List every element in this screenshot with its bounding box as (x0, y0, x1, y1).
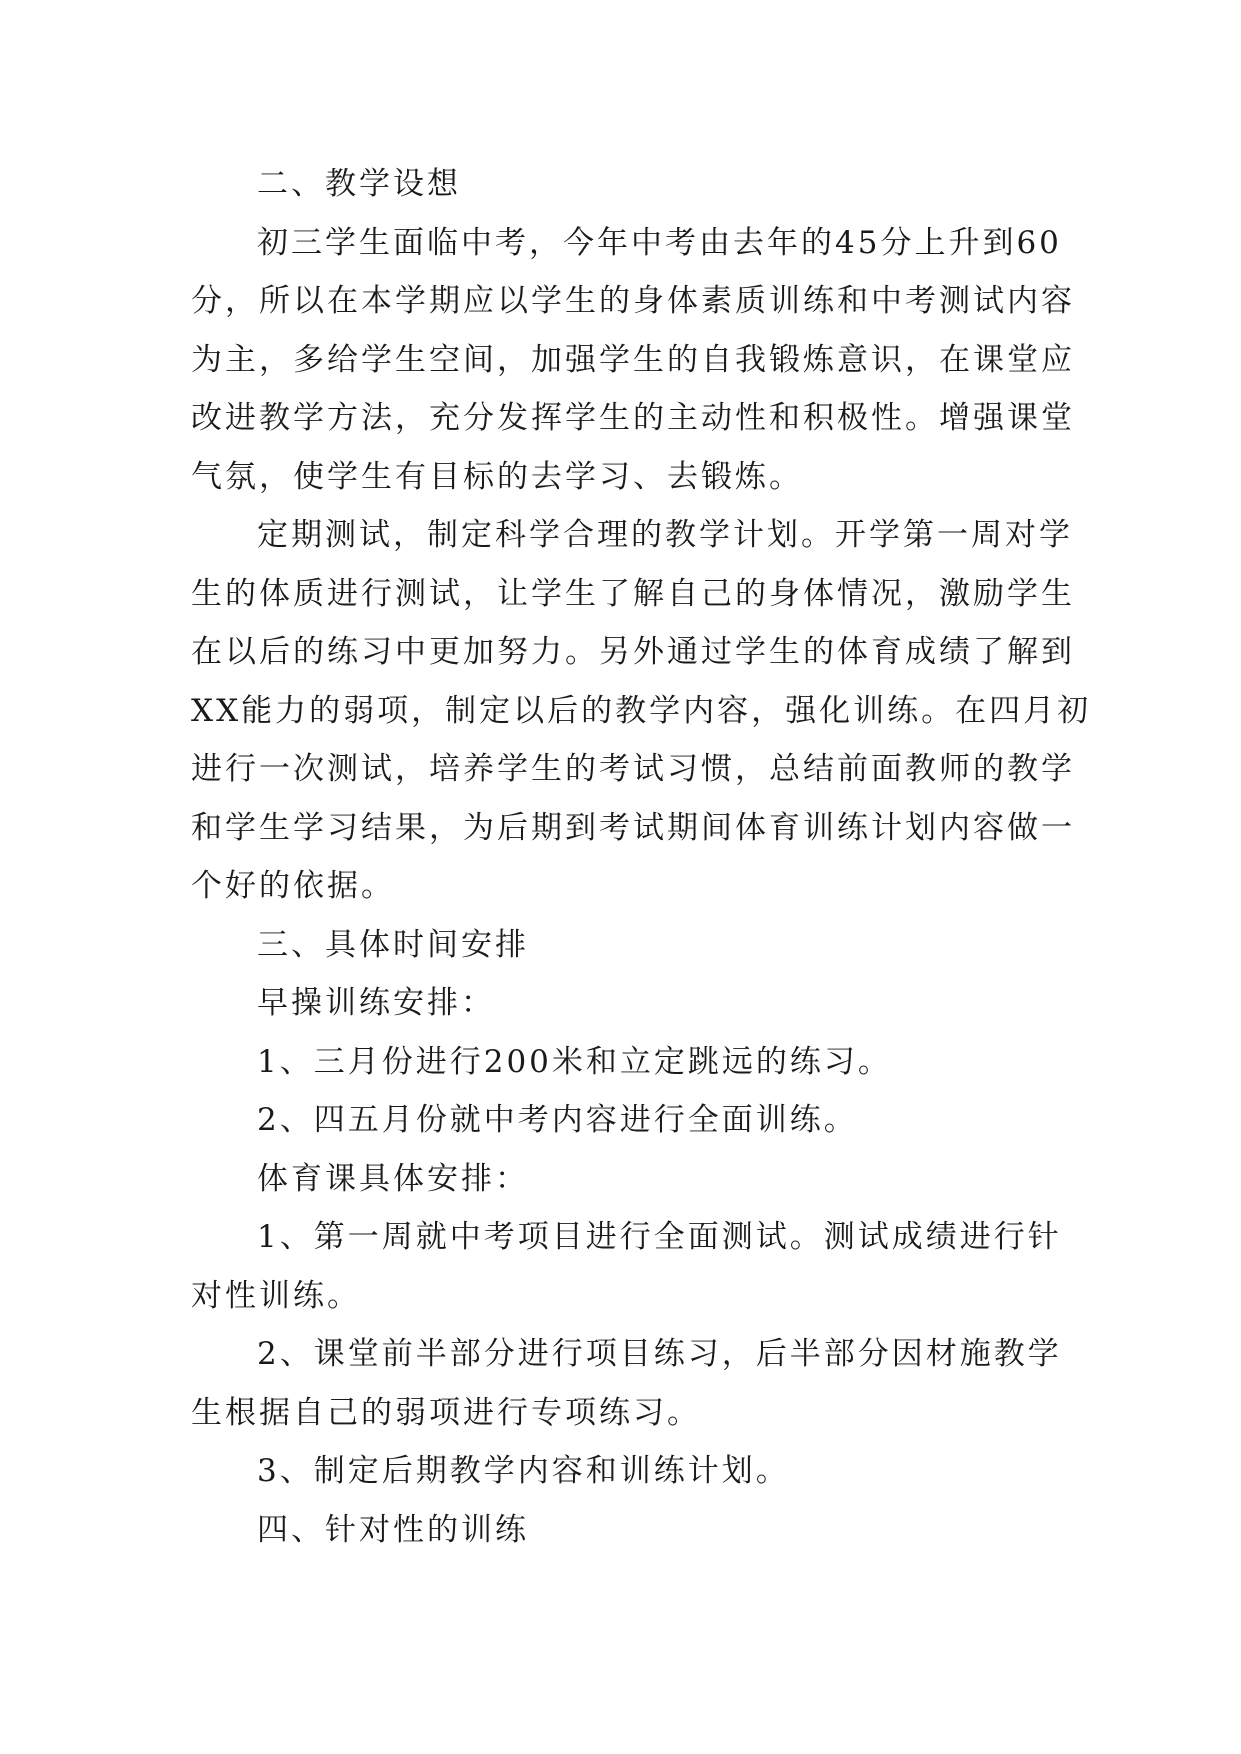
section-four-heading (191, 1501, 1051, 1560)
paragraph-line: 个好的依据。 (191, 868, 395, 904)
list-item-text: 1、第一周就中考项目进行全面测试。测试成绩进行针 (257, 1219, 1062, 1255)
list-item-text: 对性训练。 (191, 1277, 361, 1314)
list-item-text: 2、四五月份就中考内容进行全面训练。 (257, 1102, 858, 1138)
paragraph-line: 气氛，使学生有目标的去学习、去锻炼。 (191, 458, 803, 495)
list-item-text: 1、三月份进行200米和立定跳远的练习。 (257, 1043, 892, 1080)
paragraph-teaching-idea (191, 214, 1075, 507)
morning-exercise-heading (191, 974, 1051, 1033)
paragraph-line: 改进教学方法，充分发挥学生的主动性和积极性。增强课堂 (191, 400, 1075, 436)
paragraph-line: 生的体质进行测试，让学生了解自己的身体情况，激励学生 (191, 575, 1075, 612)
paragraph-regular-testing (191, 506, 1092, 916)
subheading-text: 早操训练安排： (257, 985, 495, 1021)
section-two-heading (191, 155, 1051, 214)
paragraph-line: 为主，多给学生空间，加强学生的自我锻炼意识，在课堂应 (191, 341, 1075, 378)
pe-item-2 (191, 1325, 1062, 1442)
paragraph-line: 分，所以在本学期应以学生的身体素质训练和中考测试内容 (191, 283, 1075, 319)
paragraph-line: 和学生学习结果，为后期到考试期间体育训练计划内容做一 (191, 809, 1075, 846)
list-item-text: 3、制定后期教学内容和训练计划。 (257, 1453, 790, 1489)
paragraph-line: XX能力的弱项，制定以后的教学内容，强化训练。在四月初 (191, 692, 1092, 729)
paragraph-line: 进行一次测试，培养学生的考试习惯，总结前面教师的教学 (191, 751, 1075, 787)
pe-item-3 (191, 1442, 1051, 1501)
pe-item-1 (191, 1208, 1062, 1325)
paragraph-line: 定期测试，制定科学合理的教学计划。开学第一周对学 (257, 517, 1073, 553)
list-item-text: 2、课堂前半部分进行项目练习，后半部分因材施教学 (257, 1336, 1062, 1372)
morning-item-1 (191, 1033, 1051, 1092)
list-item-text: 生根据自己的弱项进行专项练习。 (191, 1394, 701, 1431)
document-page (191, 155, 1092, 1559)
heading-text: 四、针对性的训练 (257, 1511, 529, 1548)
paragraph-line: 在以后的练习中更加努力。另外通过学生的体育成绩了解到 (191, 634, 1075, 670)
section-three-heading (191, 916, 1051, 975)
heading-text: 三、具体时间安排 (257, 926, 529, 963)
subheading-text: 体育课具体安排： (257, 1160, 529, 1197)
heading-text: 二、教学设想 (257, 166, 461, 202)
pe-class-heading (191, 1150, 1051, 1209)
paragraph-line: 初三学生面临中考，今年中考由去年的45分上升到60 (257, 224, 1062, 261)
morning-item-2 (191, 1091, 1051, 1150)
